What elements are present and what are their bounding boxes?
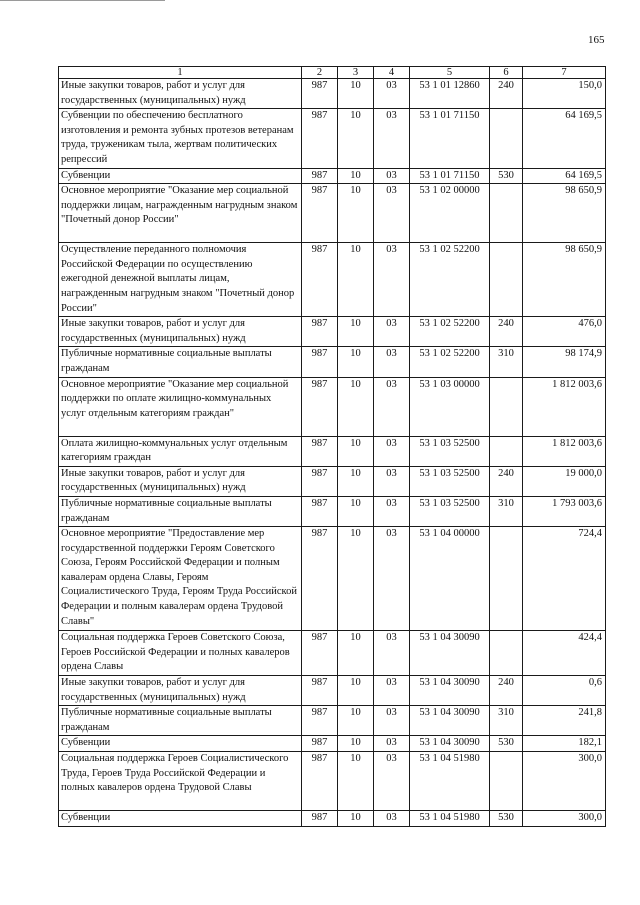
column-header-5: 5 — [410, 67, 490, 79]
row-code-3: 10 — [338, 466, 374, 496]
row-code-6 — [490, 631, 523, 676]
row-code-5: 53 1 04 30090 — [410, 706, 490, 736]
row-code-2: 987 — [302, 377, 338, 436]
row-code-2: 987 — [302, 436, 338, 466]
row-code-5: 53 1 02 52200 — [410, 317, 490, 347]
table-row — [59, 436, 606, 466]
row-name: Основное мероприятие "Оказание мер социальной поддержки по оплате жилищно-коммунальных услуг отдельным категориям граждан" — [59, 377, 302, 436]
row-amount: 1 793 003,6 — [523, 496, 606, 526]
row-code-4: 03 — [374, 811, 410, 827]
budget-table — [58, 66, 606, 827]
row-code-3: 10 — [338, 436, 374, 466]
row-code-6: 240 — [490, 466, 523, 496]
row-amount: 724,4 — [523, 527, 606, 631]
row-code-4: 03 — [374, 466, 410, 496]
row-amount: 476,0 — [523, 317, 606, 347]
row-code-5: 53 1 01 12860 — [410, 79, 490, 109]
row-code-5: 53 1 02 52200 — [410, 243, 490, 317]
row-code-4: 03 — [374, 79, 410, 109]
table-row — [59, 377, 606, 436]
row-code-2: 987 — [302, 79, 338, 109]
row-name: Публичные нормативные социальные выплаты гражданам — [59, 496, 302, 526]
column-header-6: 6 — [490, 67, 523, 79]
row-code-3: 10 — [338, 184, 374, 243]
row-code-5: 53 1 03 52500 — [410, 436, 490, 466]
row-name: Субвенции по обеспечению бесплатного изготовления и ремонта зубных протезов ветеранам труда, труженикам тыла, жертвам политических репрессий — [59, 109, 302, 168]
row-name: Субвенции — [59, 168, 302, 184]
row-code-6: 530 — [490, 168, 523, 184]
table-row — [59, 168, 606, 184]
row-code-4: 03 — [374, 676, 410, 706]
row-code-3: 10 — [338, 243, 374, 317]
row-code-4: 03 — [374, 496, 410, 526]
row-code-6 — [490, 243, 523, 317]
column-header-7: 7 — [523, 67, 606, 79]
row-code-2: 987 — [302, 736, 338, 752]
row-name: Субвенции — [59, 811, 302, 827]
row-code-6: 310 — [490, 496, 523, 526]
table-row — [59, 243, 606, 317]
row-code-5: 53 1 04 51980 — [410, 811, 490, 827]
row-code-2: 987 — [302, 631, 338, 676]
row-amount: 1 812 003,6 — [523, 436, 606, 466]
row-code-4: 03 — [374, 706, 410, 736]
row-code-3: 10 — [338, 811, 374, 827]
row-code-2: 987 — [302, 317, 338, 347]
row-code-6: 240 — [490, 79, 523, 109]
table-row — [59, 347, 606, 377]
row-amount: 98 174,9 — [523, 347, 606, 377]
row-code-2: 987 — [302, 243, 338, 317]
row-amount: 64 169,5 — [523, 109, 606, 168]
page-number: 165 — [588, 34, 605, 46]
row-code-6: 240 — [490, 676, 523, 706]
table-row — [59, 706, 606, 736]
row-code-3: 10 — [338, 109, 374, 168]
row-code-5: 53 1 03 00000 — [410, 377, 490, 436]
row-code-3: 10 — [338, 752, 374, 811]
table-row — [59, 79, 606, 109]
row-name: Иные закупки товаров, работ и услуг для государственных (муниципальных) нужд — [59, 317, 302, 347]
table-row — [59, 317, 606, 347]
row-amount: 0,6 — [523, 676, 606, 706]
row-code-5: 53 1 02 00000 — [410, 184, 490, 243]
row-code-3: 10 — [338, 736, 374, 752]
column-header-2: 2 — [302, 67, 338, 79]
table-row — [59, 736, 606, 752]
row-code-6: 310 — [490, 706, 523, 736]
row-code-6: 240 — [490, 317, 523, 347]
row-code-3: 10 — [338, 496, 374, 526]
row-code-2: 987 — [302, 676, 338, 706]
row-name: Социальная поддержка Героев Социалистического Труда, Героев Труда Российской Федерации и полных кавалеров ордена Трудовой Славы — [59, 752, 302, 811]
row-code-6 — [490, 109, 523, 168]
header-row — [59, 67, 606, 79]
row-code-5: 53 1 03 52500 — [410, 466, 490, 496]
row-code-5: 53 1 04 00000 — [410, 527, 490, 631]
table-row — [59, 811, 606, 827]
row-code-2: 987 — [302, 527, 338, 631]
row-code-4: 03 — [374, 752, 410, 811]
row-code-5: 53 1 02 52200 — [410, 347, 490, 377]
column-header-4: 4 — [374, 67, 410, 79]
scan-edge-line — [0, 0, 165, 1]
row-amount: 150,0 — [523, 79, 606, 109]
row-code-5: 53 1 04 30090 — [410, 631, 490, 676]
row-code-4: 03 — [374, 377, 410, 436]
row-name: Оплата жилищно-коммунальных услуг отдельным категориям граждан — [59, 436, 302, 466]
row-amount: 424,4 — [523, 631, 606, 676]
row-code-6 — [490, 436, 523, 466]
row-code-5: 53 1 04 30090 — [410, 676, 490, 706]
table-row — [59, 496, 606, 526]
row-amount: 300,0 — [523, 752, 606, 811]
row-code-2: 987 — [302, 706, 338, 736]
row-code-3: 10 — [338, 79, 374, 109]
column-header-3: 3 — [338, 67, 374, 79]
row-code-4: 03 — [374, 436, 410, 466]
table-row — [59, 466, 606, 496]
row-code-5: 53 1 04 30090 — [410, 736, 490, 752]
row-amount: 64 169,5 — [523, 168, 606, 184]
table-body — [59, 79, 606, 827]
table-row — [59, 184, 606, 243]
row-code-4: 03 — [374, 347, 410, 377]
row-code-4: 03 — [374, 243, 410, 317]
row-code-6 — [490, 184, 523, 243]
row-name: Иные закупки товаров, работ и услуг для государственных (муниципальных) нужд — [59, 466, 302, 496]
row-code-4: 03 — [374, 631, 410, 676]
row-code-3: 10 — [338, 377, 374, 436]
row-code-3: 10 — [338, 317, 374, 347]
table-row — [59, 676, 606, 706]
row-name: Основное мероприятие "Предоставление мер государственной поддержки Героям Советского Союза, Героям Российской Федерации и полным кавалерам ордена Славы, Героям Социалистического Труда, Героям Труда Российской Федерации и полным кавалерам ордена Трудовой Славы" — [59, 527, 302, 631]
table-row — [59, 631, 606, 676]
table-row — [59, 752, 606, 811]
row-code-4: 03 — [374, 109, 410, 168]
row-code-4: 03 — [374, 736, 410, 752]
row-code-2: 987 — [302, 496, 338, 526]
table-row — [59, 109, 606, 168]
row-code-2: 987 — [302, 109, 338, 168]
row-amount: 98 650,9 — [523, 243, 606, 317]
table-row — [59, 527, 606, 631]
row-code-6: 310 — [490, 347, 523, 377]
row-code-2: 987 — [302, 811, 338, 827]
row-code-4: 03 — [374, 527, 410, 631]
row-name: Основное мероприятие "Оказание мер социальной поддержки лицам, награжденным нагрудным знаком "Почетный донор России" — [59, 184, 302, 243]
row-code-2: 987 — [302, 184, 338, 243]
table-header — [59, 67, 606, 79]
row-code-4: 03 — [374, 184, 410, 243]
row-code-3: 10 — [338, 676, 374, 706]
row-code-3: 10 — [338, 527, 374, 631]
row-code-6: 530 — [490, 736, 523, 752]
row-name: Публичные нормативные социальные выплаты гражданам — [59, 706, 302, 736]
row-code-6 — [490, 377, 523, 436]
row-amount: 182,1 — [523, 736, 606, 752]
row-code-3: 10 — [338, 706, 374, 736]
row-amount: 19 000,0 — [523, 466, 606, 496]
row-amount: 98 650,9 — [523, 184, 606, 243]
row-code-5: 53 1 01 71150 — [410, 109, 490, 168]
row-code-2: 987 — [302, 168, 338, 184]
row-code-6 — [490, 752, 523, 811]
row-code-6: 530 — [490, 811, 523, 827]
row-code-3: 10 — [338, 168, 374, 184]
row-code-4: 03 — [374, 317, 410, 347]
row-name: Публичные нормативные социальные выплаты гражданам — [59, 347, 302, 377]
row-code-5: 53 1 03 52500 — [410, 496, 490, 526]
row-amount: 1 812 003,6 — [523, 377, 606, 436]
row-code-2: 987 — [302, 466, 338, 496]
row-code-2: 987 — [302, 752, 338, 811]
row-amount: 300,0 — [523, 811, 606, 827]
row-amount: 241,8 — [523, 706, 606, 736]
row-name: Осуществление переданного полномочия Российской Федерации по осуществлению ежегодной денежной выплаты лицам, награжденным нагрудным знаком "Почетный донор России" — [59, 243, 302, 317]
column-header-1: 1 — [59, 67, 302, 79]
row-code-5: 53 1 01 71150 — [410, 168, 490, 184]
row-name: Иные закупки товаров, работ и услуг для государственных (муниципальных) нужд — [59, 79, 302, 109]
row-code-6 — [490, 527, 523, 631]
row-code-4: 03 — [374, 168, 410, 184]
row-code-3: 10 — [338, 631, 374, 676]
row-code-2: 987 — [302, 347, 338, 377]
row-code-5: 53 1 04 51980 — [410, 752, 490, 811]
row-code-3: 10 — [338, 347, 374, 377]
row-name: Иные закупки товаров, работ и услуг для государственных (муниципальных) нужд — [59, 676, 302, 706]
row-name: Социальная поддержка Героев Советского Союза, Героев Российской Федерации и полных кавалеров ордена Славы — [59, 631, 302, 676]
row-name: Субвенции — [59, 736, 302, 752]
